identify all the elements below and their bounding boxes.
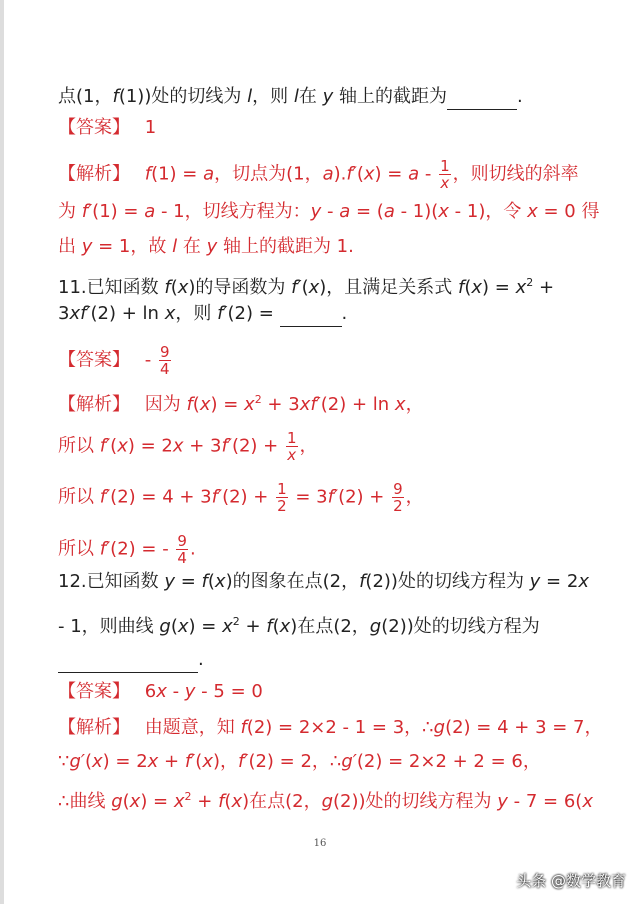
- math-variable: f: [266, 616, 273, 637]
- math-variable: y: [206, 236, 218, 257]
- text-segment: (2))处的切线方程为: [333, 791, 498, 812]
- text-segment: .: [189, 538, 196, 560]
- text-segment: - 7 = 6(: [507, 791, 583, 812]
- math-variable: f: [186, 394, 193, 415]
- math-variable: x: [578, 571, 589, 592]
- math-variable: l: [172, 236, 178, 257]
- text-segment: ，: [405, 486, 424, 508]
- text-segment: - 1，切线方程为：: [155, 201, 311, 222]
- question-line: [58, 570, 589, 594]
- math-variable: f′: [346, 163, 357, 185]
- text-segment: (: [464, 277, 472, 298]
- text-segment: -: [419, 163, 438, 185]
- text-segment: (: [301, 277, 309, 298]
- question-line: [58, 302, 347, 327]
- question-line: [58, 271, 554, 300]
- text-segment: 轴上的截距为: [333, 86, 447, 107]
- math-variable: f: [240, 717, 247, 738]
- text-segment: 为: [58, 201, 82, 222]
- text-segment: (: [110, 435, 118, 457]
- fraction: [276, 481, 288, 514]
- answer-blank: [280, 302, 342, 327]
- text-segment: ) = 2: [127, 435, 173, 457]
- text-segment: )在点(2，: [242, 791, 322, 812]
- text-segment: )的导函数为: [188, 277, 292, 298]
- text-segment: 所以: [58, 435, 100, 457]
- math-variable: x: [222, 616, 233, 637]
- text-segment: ，则: [252, 86, 294, 107]
- denominator: 4: [177, 549, 187, 567]
- text-segment: -: [321, 201, 340, 222]
- text-segment: (: [272, 616, 280, 637]
- text-segment: - 1)(: [394, 201, 439, 222]
- fraction: [286, 430, 298, 463]
- text-segment: 轴上的截距为 1.: [217, 236, 354, 257]
- text-segment: = 2: [540, 571, 579, 592]
- solution-line: [58, 750, 541, 774]
- math-variable: f: [359, 571, 366, 592]
- math-variable: g: [369, 616, 382, 637]
- text-segment: 【答案】 6: [58, 681, 157, 702]
- math-variable: g: [321, 791, 334, 812]
- solution-line: [58, 680, 263, 704]
- math-variable: a: [383, 201, 395, 222]
- text-segment: = 3: [289, 486, 328, 508]
- text-segment: 在: [298, 86, 323, 107]
- text-segment: 3: [58, 303, 70, 324]
- answer-blank: [58, 648, 198, 673]
- fraction: [176, 533, 188, 566]
- text-segment: ，则切线的斜率: [452, 163, 579, 185]
- fraction: [392, 481, 404, 514]
- text-segment: ，切点为(1，: [214, 163, 323, 185]
- text-segment: + 3: [261, 394, 300, 415]
- text-segment: (2) + ln: [90, 303, 165, 324]
- math-variable: f′: [99, 486, 111, 508]
- math-variable: x: [515, 277, 527, 298]
- text-segment: 点(1，: [58, 86, 113, 107]
- text-segment: + 3: [183, 435, 222, 457]
- solution-line: [58, 158, 579, 191]
- solution-line: [58, 716, 603, 740]
- text-segment: (2) = 4 + 3: [110, 486, 212, 508]
- text-segment: ) =: [188, 616, 223, 637]
- text-segment: (: [170, 616, 178, 637]
- math-variable: g: [433, 717, 446, 738]
- math-variable: y: [497, 791, 508, 812]
- math-variable: f′: [99, 538, 111, 560]
- superscript: 2: [254, 393, 262, 406]
- text-segment: ) =: [210, 394, 245, 415]
- math-variable: f′: [327, 486, 339, 508]
- text-segment: (1))处的切线为: [118, 86, 248, 107]
- text-segment: (2) + ln: [320, 394, 395, 415]
- text-segment: ) =: [482, 277, 516, 298]
- denominator: 2: [277, 497, 287, 515]
- math-variable: x: [471, 277, 483, 298]
- fraction: [439, 158, 451, 191]
- text-segment: 【解析】: [58, 163, 145, 185]
- text-segment: )在点(2，: [290, 616, 370, 637]
- math-variable: x: [177, 277, 189, 298]
- text-segment: (2))处的切线方程为: [381, 616, 540, 637]
- numerator: 9: [393, 480, 403, 498]
- math-variable: x: [438, 201, 449, 222]
- text-segment: (2) = 4 + 3 = 7，: [445, 717, 603, 738]
- text-segment: ，: [299, 435, 318, 457]
- math-variable: y: [322, 86, 334, 107]
- text-segment: ，: [405, 394, 424, 415]
- text-segment: (: [224, 791, 232, 812]
- math-variable: x: [156, 681, 167, 702]
- math-variable: xf′: [299, 394, 321, 415]
- text-segment: 【解析】 因为: [58, 394, 187, 415]
- math-variable: y: [81, 236, 93, 257]
- text-segment: +: [533, 277, 555, 298]
- text-segment: 【解析】 由题意，知: [58, 717, 241, 738]
- text-segment: 所以: [58, 486, 100, 508]
- numerator: 9: [159, 343, 170, 361]
- text-segment: (: [192, 394, 200, 415]
- text-segment: (2) = 2，∴: [248, 751, 342, 772]
- solution-line: [58, 200, 599, 224]
- text-segment: 【答案】 -: [58, 349, 157, 371]
- math-variable: x: [214, 571, 226, 592]
- math-variable: xf′: [69, 303, 91, 324]
- math-variable: x: [173, 791, 185, 812]
- text-segment: ∴曲线: [58, 791, 112, 812]
- math-variable: x: [92, 751, 103, 772]
- numerator: 1: [277, 480, 287, 498]
- text-segment: .: [516, 86, 523, 107]
- math-variable: f: [458, 277, 465, 298]
- math-variable: f′: [217, 303, 228, 324]
- math-variable: f′: [99, 435, 111, 457]
- denominator: 2: [393, 497, 403, 515]
- math-variable: x: [117, 435, 128, 457]
- math-variable: a: [322, 163, 334, 185]
- text-segment: ) =: [374, 163, 409, 185]
- text-segment: (1) =: [92, 201, 145, 222]
- text-segment: ) = 2: [102, 751, 148, 772]
- math-variable: x: [202, 751, 213, 772]
- math-variable: f′: [291, 277, 302, 298]
- text-segment: -: [166, 681, 185, 702]
- text-segment: (2) = 2×2 - 1 = 3，∴: [246, 717, 434, 738]
- solution-line: [58, 481, 424, 514]
- math-variable: x: [527, 201, 538, 222]
- text-segment: = (: [350, 201, 384, 222]
- numerator: 9: [177, 532, 187, 550]
- text-segment: )，且满足关系式: [319, 277, 459, 298]
- math-variable: x: [199, 394, 211, 415]
- math-variable: f: [144, 163, 152, 185]
- question-line: [58, 648, 204, 673]
- text-segment: ∵: [58, 751, 70, 772]
- question-line: [58, 610, 540, 639]
- math-variable: x: [172, 435, 184, 457]
- text-segment: 12.已知函数: [58, 571, 165, 592]
- text-segment: (: [170, 277, 178, 298]
- text-segment: (: [207, 571, 215, 592]
- text-segment: - 5 = 0: [195, 681, 263, 702]
- text-segment: 在: [177, 236, 207, 257]
- text-segment: ) =: [140, 791, 174, 812]
- math-variable: f: [218, 791, 225, 812]
- text-segment: (2) = 2×2 + 2 = 6，: [356, 751, 541, 772]
- math-variable: g: [159, 616, 171, 637]
- text-segment: ，则: [175, 303, 218, 324]
- text-segment: 所以: [58, 538, 100, 560]
- numerator: 1: [286, 429, 297, 447]
- superscript: 2: [184, 790, 192, 803]
- solution-line: [58, 344, 173, 377]
- text-segment: )，: [212, 751, 238, 772]
- math-variable: l: [247, 86, 253, 107]
- text-segment: = 0 得: [537, 201, 600, 222]
- math-variable: x: [129, 791, 141, 812]
- text-segment: ).: [333, 163, 347, 185]
- text-segment: - 1)，令: [448, 201, 528, 222]
- math-variable: x: [279, 616, 291, 637]
- text-segment: = 1，故: [92, 236, 173, 257]
- math-variable: y: [529, 571, 541, 592]
- math-variable: x: [164, 303, 176, 324]
- page-number: 16: [313, 838, 327, 849]
- superscript: 2: [526, 276, 534, 289]
- solution-line: [58, 235, 354, 259]
- text-segment: (2) = -: [110, 538, 175, 560]
- math-variable: f′: [184, 751, 196, 772]
- math-variable: x: [363, 163, 375, 185]
- denominator: 4: [159, 360, 170, 378]
- text-segment: .: [341, 303, 348, 324]
- text-segment: =: [175, 571, 202, 592]
- text-segment: (2) +: [222, 486, 275, 508]
- text-segment: (: [195, 751, 203, 772]
- math-variable: f: [164, 277, 171, 298]
- math-variable: f′: [238, 751, 249, 772]
- page-edge: [0, 0, 4, 904]
- denominator: x: [440, 174, 450, 192]
- text-segment: (2) +: [231, 435, 284, 457]
- superscript: 2: [232, 615, 240, 628]
- text-segment: (2) +: [338, 486, 391, 508]
- numerator: 1: [440, 157, 450, 175]
- text-segment: 11.已知函数: [58, 277, 165, 298]
- math-variable: x: [231, 791, 243, 812]
- text-segment: .: [198, 649, 204, 670]
- denominator: x: [287, 446, 297, 464]
- math-variable: f′: [211, 486, 223, 508]
- text-segment: (: [84, 751, 92, 772]
- math-variable: a: [339, 201, 351, 222]
- math-variable: y: [310, 201, 322, 222]
- solution-line: [58, 116, 156, 140]
- solution-line: [58, 430, 318, 463]
- solution-line: [58, 388, 424, 417]
- math-variable: a: [408, 163, 420, 185]
- math-variable: x: [582, 791, 593, 812]
- math-variable: x: [147, 751, 159, 772]
- text-segment: (2) =: [227, 303, 280, 324]
- text-segment: (: [122, 791, 130, 812]
- answer-blank: [447, 85, 517, 110]
- math-variable: x: [308, 277, 320, 298]
- text-segment: +: [191, 791, 219, 812]
- math-variable: g′: [69, 751, 85, 772]
- math-variable: l: [293, 86, 299, 107]
- math-variable: a: [203, 163, 215, 185]
- watermark: 头条 @数学教育: [516, 872, 626, 890]
- math-variable: f: [112, 86, 119, 107]
- text-segment: 出: [58, 236, 82, 257]
- text-segment: (1) =: [151, 163, 204, 185]
- math-variable: x: [394, 394, 406, 415]
- math-variable: y: [164, 571, 176, 592]
- text-segment: (2))处的切线方程为: [365, 571, 530, 592]
- text-segment: (: [356, 163, 364, 185]
- math-variable: g′: [341, 751, 357, 772]
- text-segment: )的图象在点(2，: [225, 571, 360, 592]
- math-variable: f: [201, 571, 208, 592]
- text-segment: +: [239, 616, 267, 637]
- math-variable: f′: [81, 201, 93, 222]
- solution-line: [58, 785, 593, 814]
- question-line: [58, 85, 523, 110]
- math-variable: x: [244, 394, 255, 415]
- text-segment: - 1，则曲线: [58, 616, 160, 637]
- text-segment: +: [158, 751, 185, 772]
- math-variable: a: [144, 201, 156, 222]
- math-variable: g: [111, 791, 123, 812]
- math-variable: y: [184, 681, 196, 702]
- text-segment: 【答案】 1: [58, 117, 157, 138]
- solution-line: [58, 533, 196, 566]
- math-variable: f′: [221, 435, 232, 457]
- math-variable: x: [177, 616, 189, 637]
- fraction: [159, 344, 171, 377]
